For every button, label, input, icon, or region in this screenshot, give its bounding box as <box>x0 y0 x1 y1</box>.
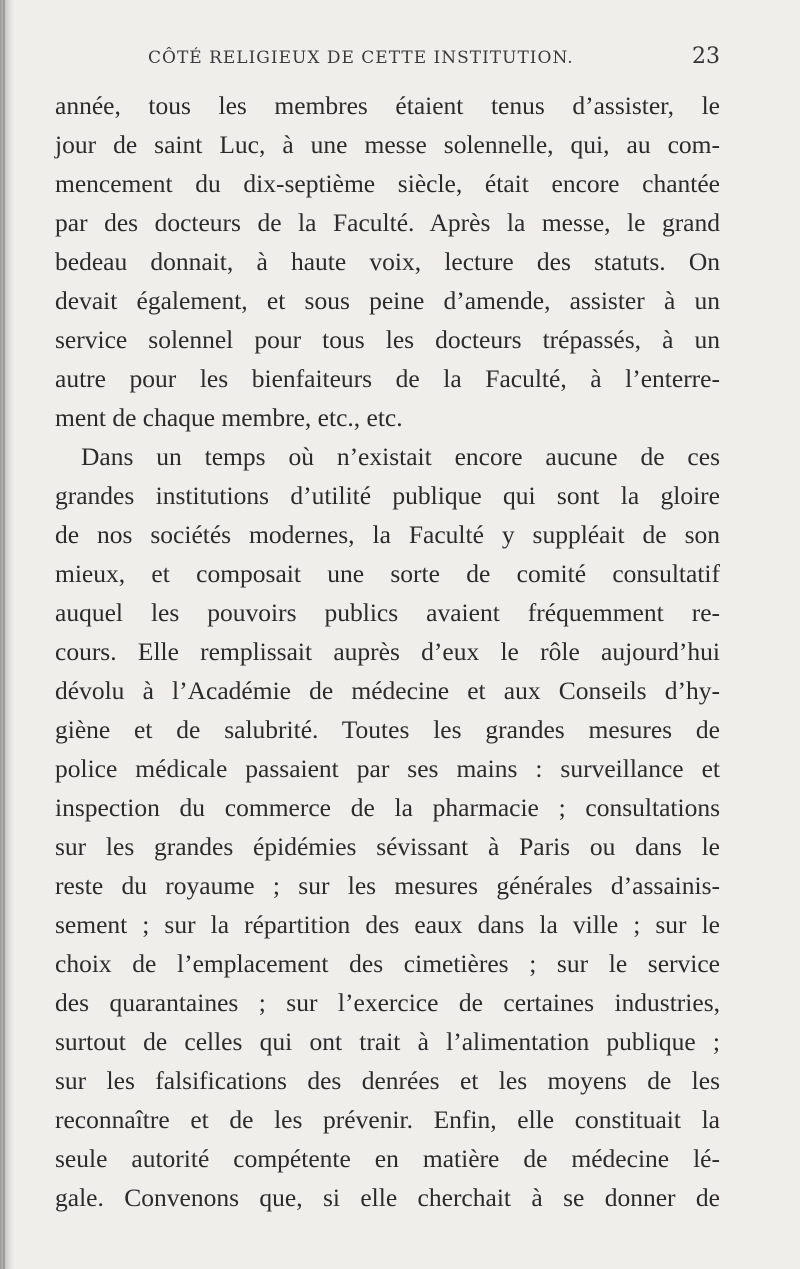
page-header <box>148 40 720 80</box>
text-line: choix de l’emplacement des cimetières ; sur le service <box>55 949 720 978</box>
text-line: sur les falsifications des denrées et les moyens de les <box>55 1066 720 1095</box>
text-line: gale. Convenons que, si elle cherchait à se donner de <box>55 1183 720 1212</box>
text-line: inspection du commerce de la pharmacie ; consultations <box>55 793 720 822</box>
text-line: auquel les pouvoirs publics avaient fréquemment re- <box>55 598 720 627</box>
text-line: reconnaître et de les prévenir. Enfin, elle constituait la <box>55 1105 720 1134</box>
text-line: seule autorité compétente en matière de médecine lé- <box>55 1144 720 1173</box>
text-line: giène et de salubrité. Toutes les grandes mesures de <box>55 715 720 744</box>
text-line: reste du royaume ; sur les mesures générales d’assainis- <box>55 871 720 900</box>
text-line: surtout de celles qui ont trait à l’alimentation publique ; <box>55 1027 720 1056</box>
body-text <box>55 86 720 1217</box>
text-line: sement ; sur la répartition des eaux dans la ville ; sur le <box>55 910 720 939</box>
text-line: par des docteurs de la Faculté. Après la messe, le grand <box>55 208 720 237</box>
text-line: autre pour les bienfaiteurs de la Faculté, à l’enterre- <box>55 364 720 393</box>
text-line: bedeau donnait, à haute voix, lecture des statuts. On <box>55 247 720 276</box>
text-line: sur les grandes épidémies sévissant à Paris ou dans le <box>55 832 720 861</box>
text-line: police médicale passaient par ses mains : surveillance et <box>55 754 720 783</box>
text-line: mieux, et composait une sorte de comité consultatif <box>55 559 720 588</box>
text-line: de nos sociétés modernes, la Faculté y suppléait de son <box>55 520 720 549</box>
text-line: devait également, et sous peine d’amende, assister à un <box>55 286 720 315</box>
text-line: cours. Elle remplissait auprès d’eux le rôle aujourd’hui <box>55 637 720 666</box>
text-line: dévolu à l’Académie de médecine et aux Conseils d’hy- <box>55 676 720 705</box>
text-line-paragraph-end: ment de chaque membre, etc., etc. <box>55 403 403 432</box>
text-line: année, tous les membres étaient tenus d’assister, le <box>55 91 720 120</box>
text-line: jour de saint Luc, à une messe solennelle, qui, au com- <box>55 130 720 159</box>
page-number: 23 <box>692 44 720 69</box>
running-title: CÔTÉ RELIGIEUX DE CETTE INSTITUTION. <box>148 48 574 68</box>
page-binding-line <box>3 0 5 1269</box>
text-line: service solennel pour tous les docteurs trépassés, à un <box>55 325 720 354</box>
text-line-paragraph-start: Dans un temps où n’existait encore aucune de ces <box>81 442 720 471</box>
text-line: grandes institutions d’utilité publique qui sont la gloire <box>55 481 720 510</box>
text-line: des quarantaines ; sur l’exercice de certaines industries, <box>55 988 720 1017</box>
text-line: mencement du dix-septième siècle, était encore chantée <box>55 169 720 198</box>
